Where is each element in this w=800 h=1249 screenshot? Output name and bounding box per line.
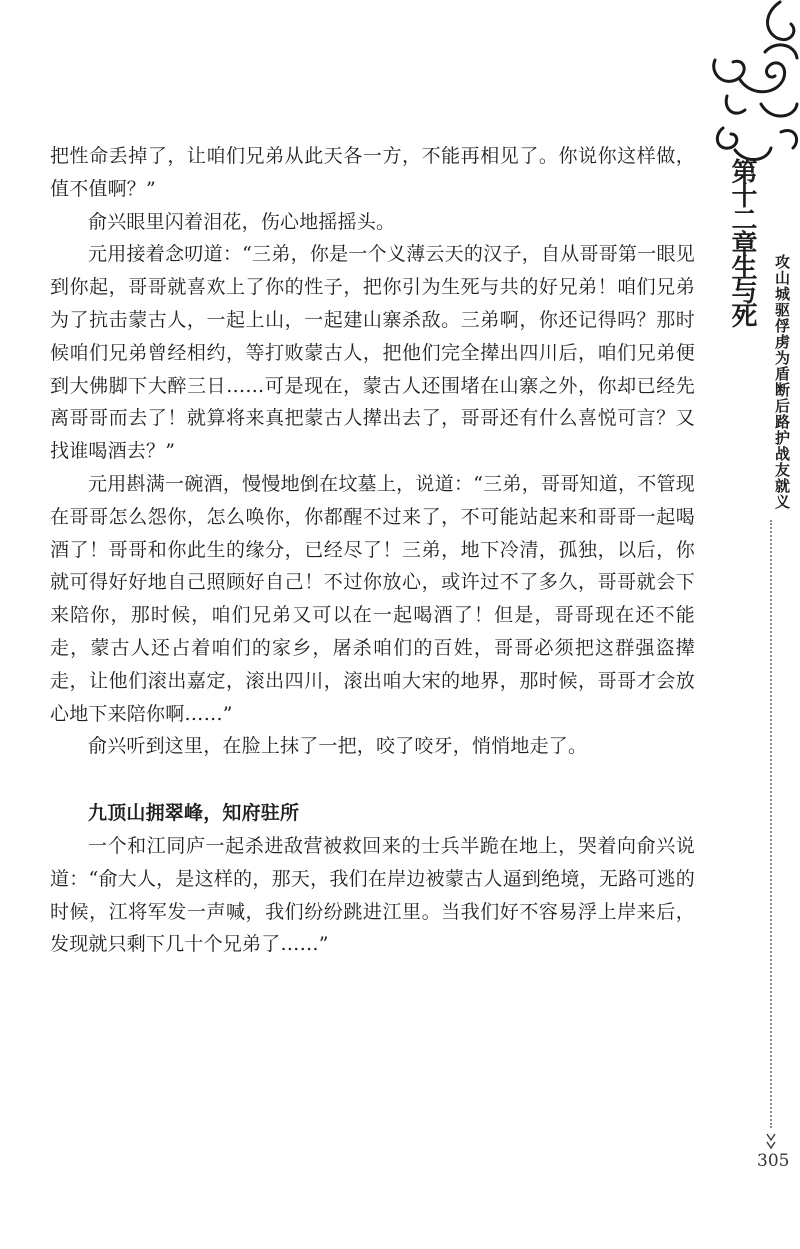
paragraph: 俞兴听到这里，在脸上抹了一把，咬了咬牙，悄悄地走了。 — [88, 735, 588, 758]
chapter-title: 生与死 — [727, 254, 757, 326]
chapter-header — [718, 158, 766, 326]
page-number: 305 — [757, 1151, 790, 1171]
paragraph: 把性命丢掉了，让咱们兄弟从此天各一方，不能再相见了。你说你这样做，值不值啊？” — [50, 145, 695, 200]
chapter-subtitle-2: 断后路护战友就义 — [773, 382, 791, 510]
section-heading: 九顶山拥翠峰，知府驻所 — [88, 802, 300, 825]
paragraph: 一个和江同庐一起杀进敌营被救回来的士兵半跪在地上，哭着向俞兴说道：“俞大人，是这样的，那天，我们在岸边被蒙古人逼到绝境，无路可逃的时候，江将军发一声喊，我们纷纷跳进江里。当我们好不容易浮上岸来后，发现就只剩下几十个兄弟了……” — [50, 834, 695, 956]
body-text — [50, 140, 695, 961]
dotted-rule — [770, 520, 772, 1128]
chapter-subtitles — [770, 254, 794, 510]
cloud-ornament-icon — [705, 0, 800, 180]
chapter-number: 第十二章 — [727, 158, 757, 254]
paragraph: 俞兴眼里闪着泪花，伤心地摇摇头。 — [88, 210, 396, 233]
paragraph: 元用接着念叨道：“三弟，你是一个义薄云天的汉子，自从哥哥第一眼见到你起，哥哥就喜欢上了你的性子，把你引为生死与共的好兄弟！咱们兄弟为了抗击蒙古人，一起上山，一起建山寨杀敌。三弟啊，你还记得吗？那时候咱们兄弟曾经相约，等打败蒙古人，把他们完全撵出四川后，咱们兄弟便到大佛脚下大醉三日……可是现在，蒙古人还围堵在山寨之外，你却已经先离哥哥而去了！就算将来真把蒙古人撵出去了，哥哥还有什么喜悦可言？又找谁喝酒去？” — [50, 243, 695, 463]
chapter-subtitle-1: 攻山城驱俘虏为盾 — [773, 254, 791, 382]
paragraph: 元用斟满一碗酒，慢慢地倒在坟墓上，说道：“三弟，哥哥知道，不管现在哥哥怎么怨你，怎么唤你，你都醒不过来了，不可能站起来和哥哥一起喝酒了！哥哥和你此生的缘分，已经尽了！三弟，地下冷清，孤独，以后，你就可得好好地自己照顾好自己！不过你放心，或许过不了多久，哥哥就会下来陪你，那时候，咱们兄弟又可以在一起喝酒了！但是，哥哥现在还不能走，蒙古人还占着咱们的家乡，屠杀咱们的百姓，哥哥必须把这群强盗撵走，让他们滚出嘉定，滚出四川，滚出咱大宋的地界，那时候，哥哥才会放心地下来陪你啊……” — [50, 472, 695, 725]
